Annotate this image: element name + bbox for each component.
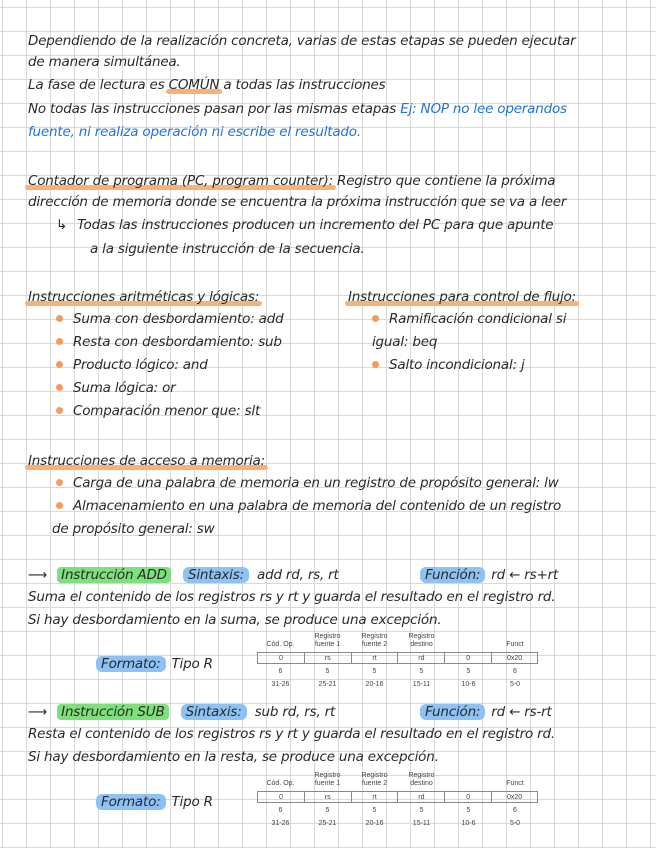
pc-line-2: dirección de memoria donde se encuentra la próxima instrucción que se va a leer: [28, 194, 567, 210]
sub-format: Formato: Tipo R: [96, 793, 213, 811]
intro-line-3: La fase de lectura es COMÚN a todas las instrucciones: [28, 77, 386, 93]
mem-item: Almacenamiento en una palabra de memoria del contenido de un registro: [56, 497, 561, 515]
add-syntax-label: Sintaxis:: [183, 567, 249, 583]
bullet-icon: [56, 315, 63, 322]
nop-example: Ej: NOP no lee operandos: [400, 101, 567, 117]
sub-syntax: sub rd, rs, rt: [254, 704, 336, 720]
add-desc-1: Suma el contenido de los registros rs y rt y guarda el resultado en el registro rd.: [28, 589, 556, 605]
flow-title: Instrucciones para control de flujo:: [348, 289, 576, 305]
bits-row: 31-26 25-21 20-16 15-11 10-6 5-0: [271, 681, 521, 688]
bullet-icon: [56, 407, 63, 414]
sub-header: [28, 703, 335, 721]
sub-syntax-label: Sintaxis:: [181, 704, 247, 720]
arith-title: Instrucciones aritméticas y lógicas:: [28, 289, 260, 305]
add-header: [28, 566, 339, 584]
mem-title: Instrucciones de acceso a memoria:: [28, 453, 265, 469]
arith-item: Resta con desbordamiento: sub: [56, 333, 282, 351]
intro-line-2: de manera simultánea.: [28, 54, 181, 70]
sub-format-table: Cód. Op. Registro fuente 1 Registro fuente 2 Registro destino Funct 0 rs rt rd 0 0x20 6 5 5 5 5 6 31-26 25-21 20-16 15-11 10-6 5-0: [257, 768, 538, 830]
bullet-icon: [56, 361, 63, 368]
bullet-icon: [56, 479, 63, 486]
bits-row: 31-26 25-21 20-16 15-11 10-6 5-0: [271, 820, 521, 827]
arith-item: Comparación menor que: slt: [56, 402, 260, 420]
arith-item: Suma lógica: or: [56, 379, 176, 397]
sub-function: Función: rd ← rs-rt: [420, 703, 552, 721]
add-syntax: add rd, rs, rt: [257, 567, 339, 583]
pc-term: Contador de programa (PC, program counter):: [28, 173, 333, 189]
add-format-table: Cód. Op. Registro fuente 1 Registro fuente 2 Registro destino Funct 0 rs rt rd 0 0x20 6 5 5 5 5 6 31-26 25-21 20-16 15-11 10-6 5-0: [257, 629, 538, 691]
sub-desc-1: Resta el contenido de los registros rs y rt y guarda el resultado en el registro rd.: [28, 726, 555, 742]
table-row: 0 rs rt rd 0 0x20: [257, 791, 538, 803]
table-row: 0 rs rt rd 0 0x20: [257, 652, 538, 664]
bullet-icon: [56, 384, 63, 391]
intro-line-4: No todas las instrucciones pasan por las mismas etapas Ej: NOP no lee operandos: [28, 101, 567, 117]
pc-line-1: Contador de programa (PC, program counter): Registro que contiene la próxima: [28, 173, 556, 189]
flow-item: Salto incondicional: j: [372, 356, 525, 374]
width-row: 6 5 5 5 5 6: [278, 807, 517, 814]
mem-item-cont: de propósito general: sw: [52, 521, 215, 537]
arrow-right-icon: ⟶: [28, 704, 48, 720]
sub-desc-2: Si hay desbordamiento en la resta, se produce una excepción.: [28, 749, 439, 765]
arith-item: Producto lógico: and: [56, 356, 208, 374]
intro-line-1: Dependiendo de la realización concreta, varias de estas etapas se pueden ejecutar: [28, 33, 576, 49]
flow-item: Ramificación condicional si: [372, 310, 566, 328]
arith-item: Suma con desbordamiento: add: [56, 310, 283, 328]
add-desc-2: Si hay desbordamiento en la suma, se produce una excepción.: [28, 612, 442, 628]
add-format: Formato: Tipo R: [96, 655, 213, 673]
intro-line-5: fuente, ni realiza operación ni escribe el resultado.: [28, 124, 361, 140]
arrow-icon: ↳: [56, 217, 68, 233]
bullet-icon: [56, 338, 63, 345]
bullet-icon: [56, 502, 63, 509]
pc-line-3: ↳ Todas las instrucciones producen un incremento del PC para que apunte: [56, 217, 554, 233]
comun-highlight: COMÚN: [168, 77, 220, 93]
pc-line-4: a la siguiente instrucción de la secuencia.: [90, 241, 365, 257]
add-label: Instrucción ADD: [57, 567, 171, 583]
flow-item-cont: igual: beq: [372, 334, 438, 350]
width-row: 6 5 5 5 5 6: [278, 668, 517, 675]
bullet-icon: [372, 315, 379, 322]
bullet-icon: [372, 361, 379, 368]
add-function: Función: rd ← rs+rt: [420, 566, 558, 584]
arrow-right-icon: ⟶: [28, 567, 48, 583]
mem-item: Carga de una palabra de memoria en un registro de propósito general: lw: [56, 474, 559, 492]
sub-label: Instrucción SUB: [57, 704, 168, 720]
